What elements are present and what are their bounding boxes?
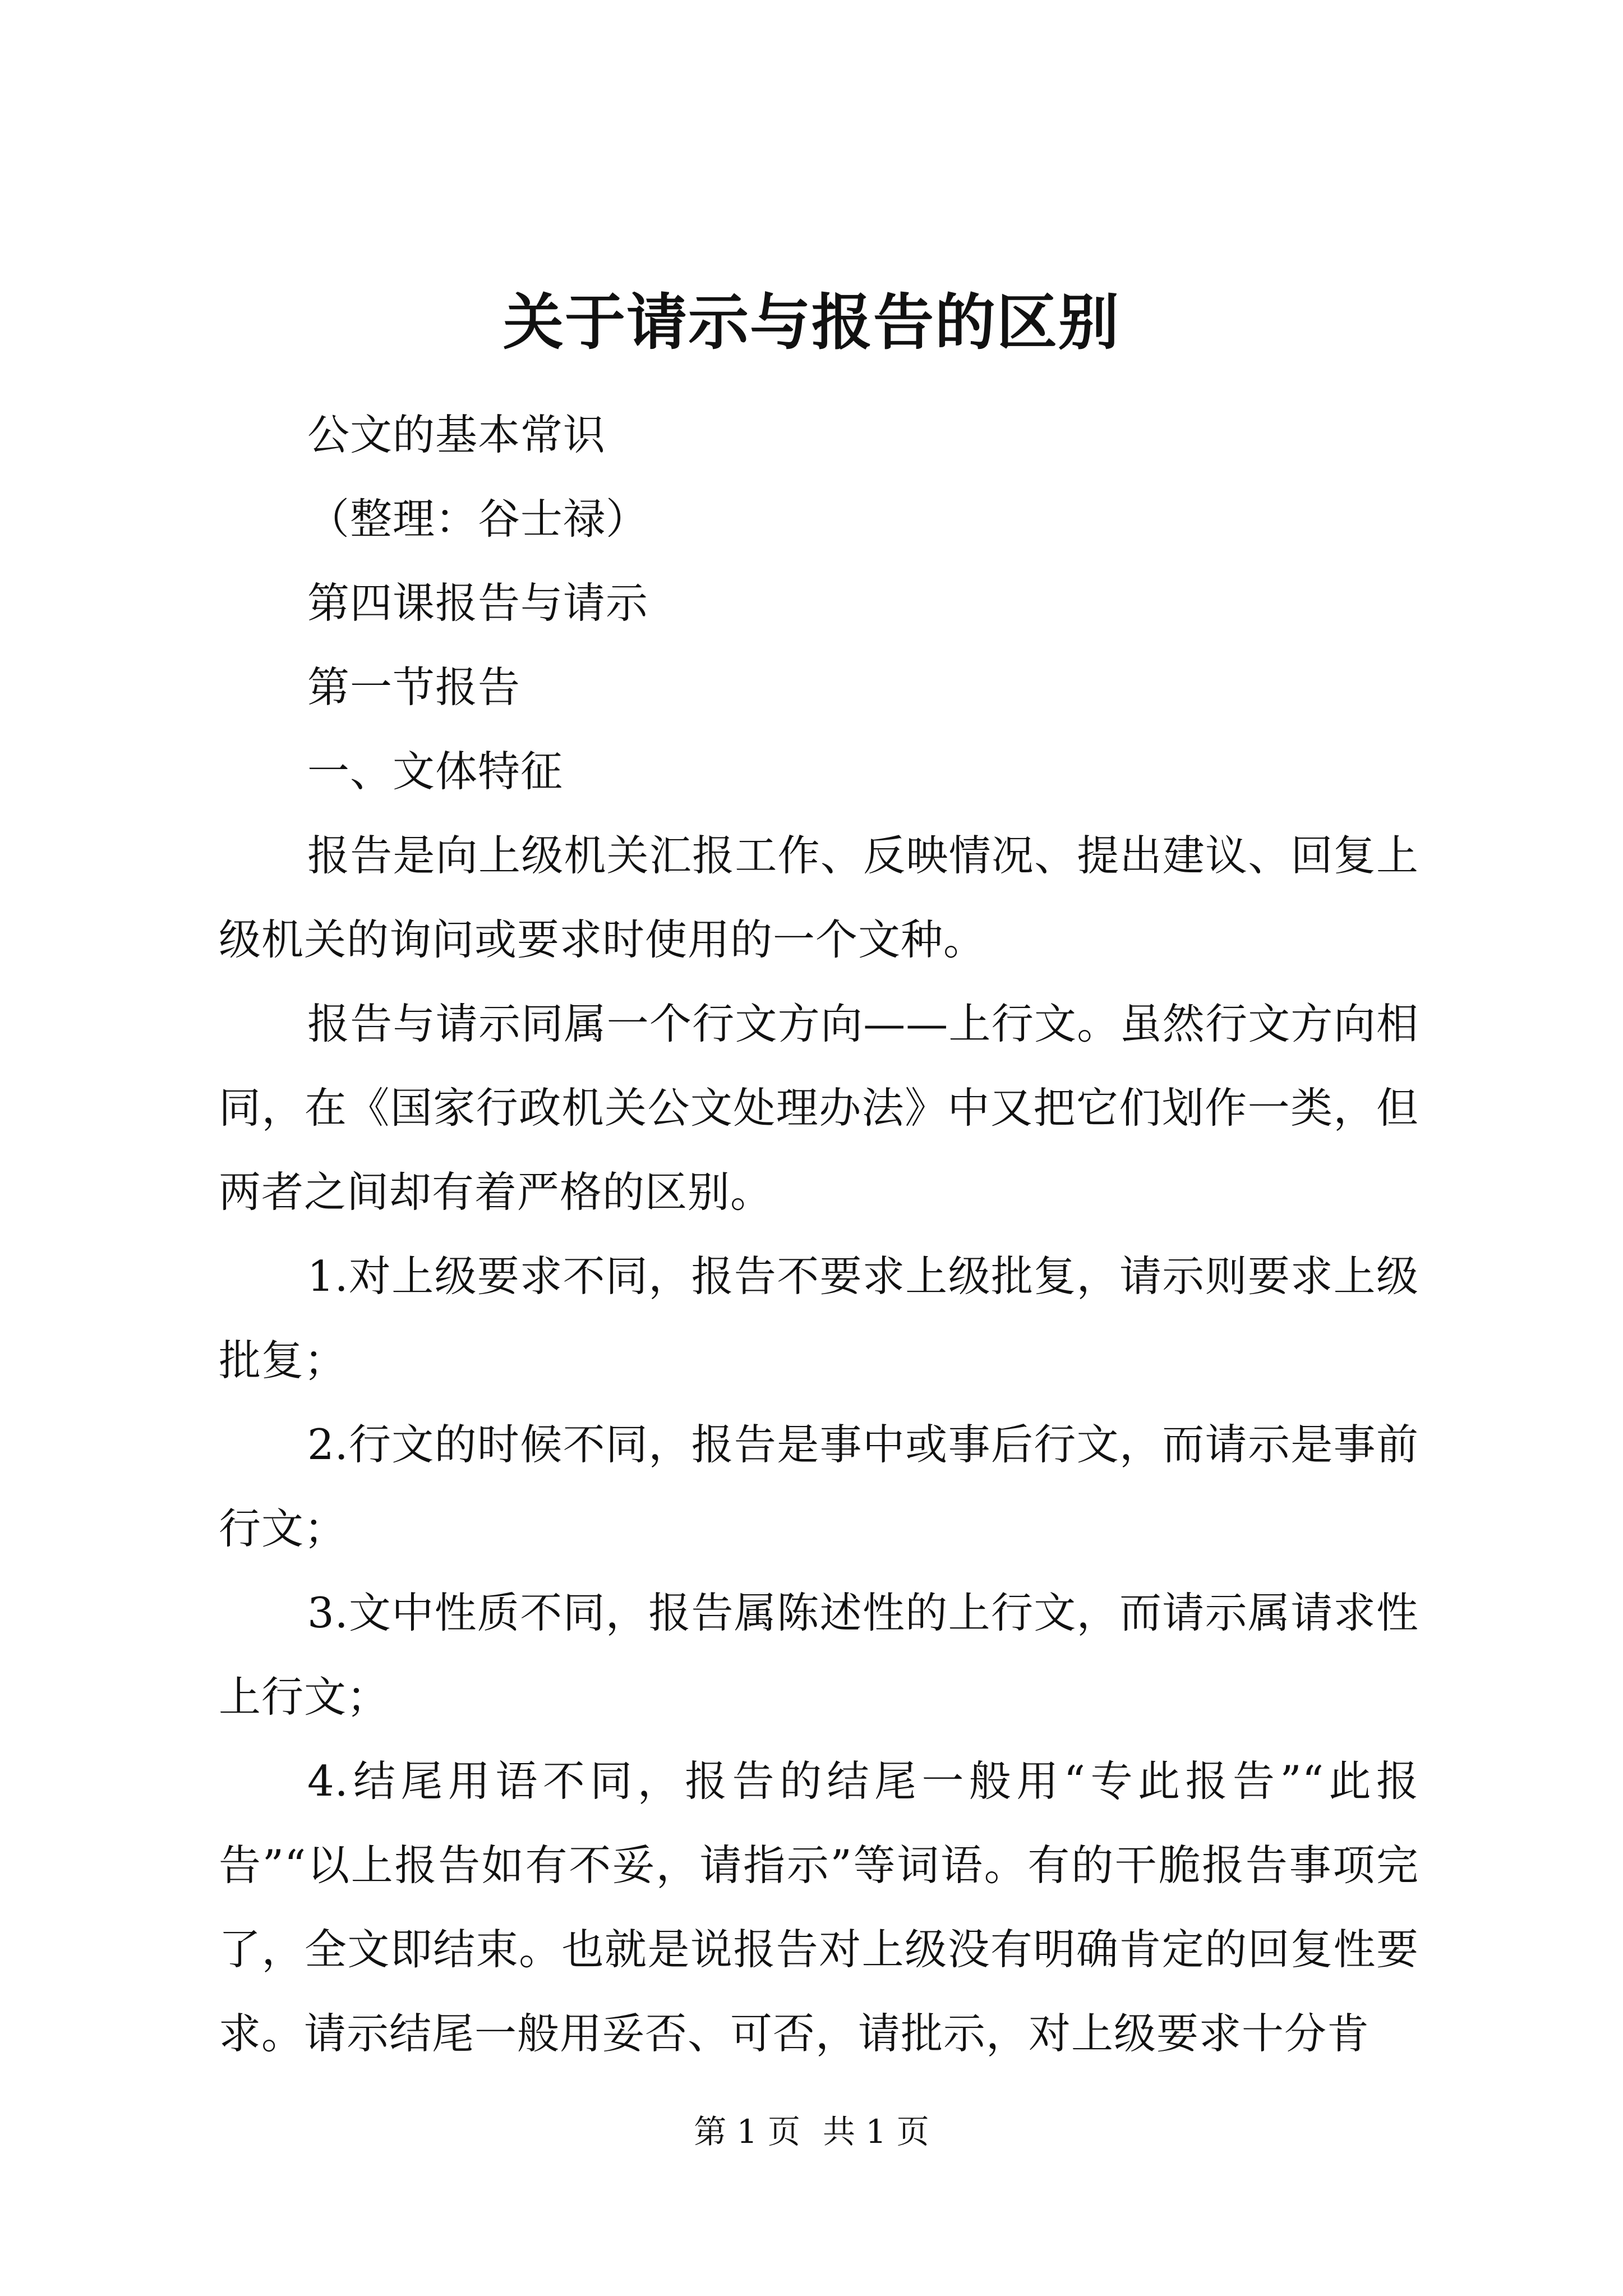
paragraph-body: 报告是向上级机关汇报工作、反映情况、提出建议、回复上级机关的询问或要求时使用的一个文种。	[219, 831, 1419, 964]
list-item-point-3: 3.文中性质不同，报告属陈述性的上行文，而请示属请求性上行文；	[219, 1588, 1419, 1722]
paragraph-compiler: （整理：谷士禄）	[307, 494, 649, 544]
paragraph-section-heading: 第一节报告	[307, 662, 521, 712]
paragraph-subsection-heading: 一、文体特征	[307, 747, 564, 796]
document-body	[219, 393, 1419, 2076]
page-number: 第 1 页	[694, 2113, 800, 2151]
page-total: 共 1 页	[823, 2113, 929, 2151]
page-footer	[0, 2109, 1623, 2154]
paragraph-subtitle: 公文的基本常识	[307, 410, 606, 459]
list-item-point-1: 1.对上级要求不同，报告不要求上级批复，请示则要求上级批复；	[219, 1251, 1419, 1385]
document-title: 关于请示与报告的区别	[502, 287, 1120, 358]
paragraph-body: 报告与请示同属一个行文方向——上行文。虽然行文方向相同，在《国家行政机关公文处理办法》中又把它们划作一类，但两者之间却有着严格的区别。	[219, 999, 1419, 1217]
list-item-point-4: 4.结尾用语不同，报告的结尾一般用“专此报告”“此报告”“以上报告如有不妥，请指示”等词语。有的干脆报告事项完了，全文即结束。也就是说报告对上级没有明确肯定的回复性要求。请示结尾一般用妥否、可否，请批示，对上级要求十分肯	[219, 1756, 1419, 2058]
list-item-point-2: 2.行文的时候不同，报告是事中或事后行文，而请示是事前行文；	[219, 1420, 1419, 1553]
paragraph-lesson-heading: 第四课报告与请示	[307, 578, 649, 628]
